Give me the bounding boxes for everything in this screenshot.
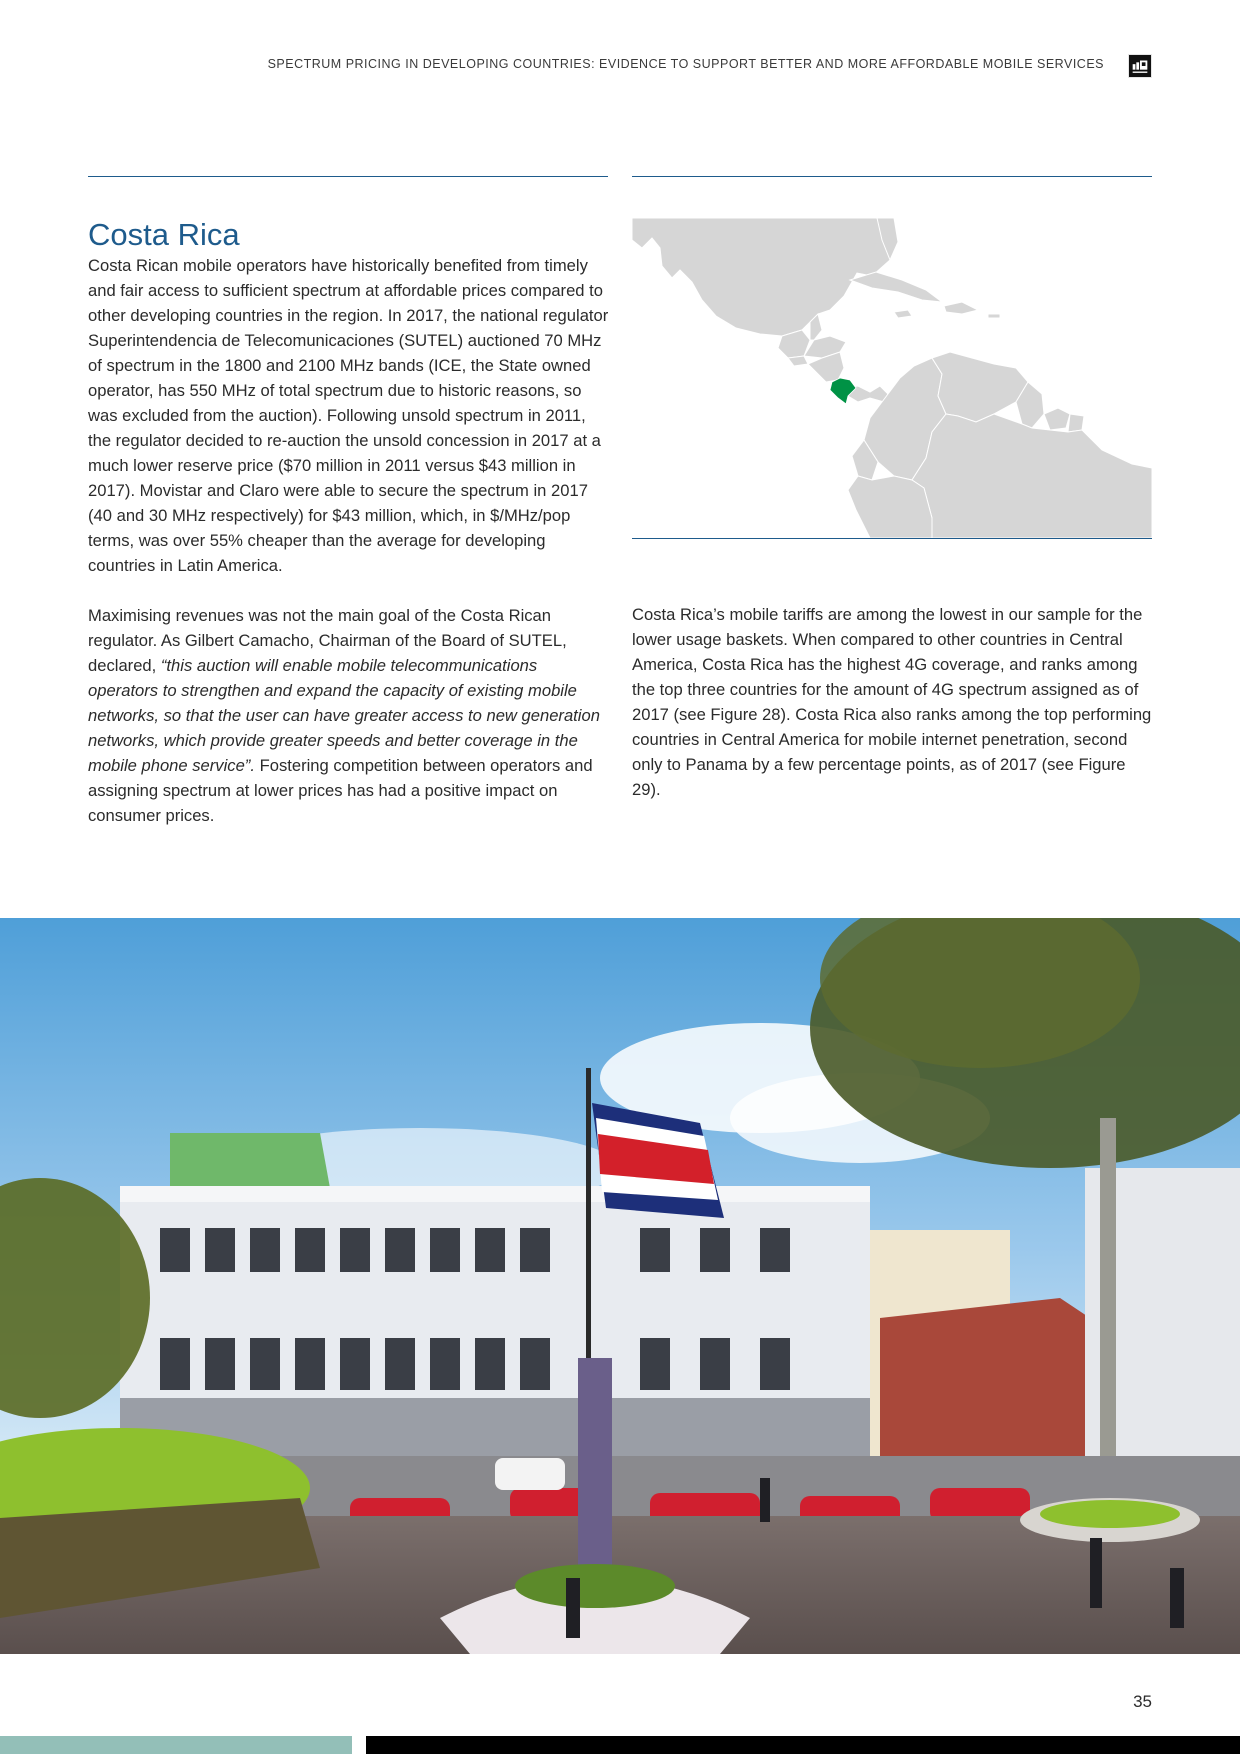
gsma-logo-icon (1128, 54, 1152, 78)
map-country-el-salvador (788, 356, 808, 366)
map-country-french-guiana (1068, 414, 1084, 432)
paragraph-intro: Maximising revenues was not the main goal of the Costa Rican regulator. As Gilbert Camacho, Chairman of the Board of SUTEL, declared, (88, 606, 567, 675)
page-number: 35 (1133, 1692, 1152, 1711)
map-bottom-rule (632, 538, 1152, 539)
map-country-mexico (632, 218, 894, 336)
map-country-venezuela (932, 352, 1028, 422)
map-island-jamaica (894, 310, 912, 318)
paragraph-regulator-goal (88, 603, 610, 828)
map-island-cuba (850, 272, 942, 302)
footer-bar-teal (0, 1736, 352, 1754)
footer-bar-black (366, 1736, 1240, 1754)
paragraph-tariffs: Costa Rica’s mobile tariffs are among the lowest in our sample for the lower usage baskets. When compared to other countries in Central America, Costa Rica has the highest 4G coverage, and ranks among the top three countries for the amount of 4G spectrum assigned as of 2017 (see Figure 28). Costa Rica also ranks among the top performing countries in Central America for mobile internet penetration, second only to Panama by a few percentage points, as of 2017 (see Figure 29). (632, 605, 1152, 799)
map-country-peru (848, 476, 932, 538)
left-column-rule (88, 176, 608, 177)
right-column-rule (632, 176, 1152, 177)
map-country-costa-rica (830, 378, 856, 404)
map-country-brazil (912, 414, 1152, 538)
regulator-quote: “this auction will enable mobile telecommunications operators to strengthen and expand the capacity of existing mobile networks, so that the user can have greater access to new generation networks, which provide greater speeds and better coverage in the mobile phone service”. (88, 656, 600, 775)
map-island-puerto-rico (988, 314, 1000, 318)
section-title: Costa Rica (88, 217, 240, 252)
paragraph-outro: Fostering competition between operators and assigning spectrum at lower prices has had a positive impact on consumer prices. (88, 756, 593, 825)
running-header: SPECTRUM PRICING IN DEVELOPING COUNTRIES: EVIDENCE TO SUPPORT BETTER AND MORE AFFORDABLE MOBILE SERVICES (267, 57, 1104, 71)
central-america-map (632, 218, 1152, 538)
paragraph-auction-history: Costa Rican mobile operators have historically benefited from timely and fair access to sufficient spectrum at affordable prices compared to other developing countries in the region. In 2017, the national regulator Superintendencia de Telecomunicaciones (SUTEL) auctioned 70 MHz of spectrum in the 1800 and 2100 MHz bands (ICE, the State owned operator, has 550 MHz of total spectrum due to historic reasons, so was excluded from the auction). Following unsold spectrum in 2011, the regulator decided to re-auction the unsold concession in 2017 at a much lower reserve price ($70 million in 2011 versus $43 million in 2017). Movistar and Claro were able to secure the spectrum in 2017 (40 and 30 MHz respectively) for $43 million, which, in $/MHz/pop terms, was over 55% cheaper than the average for developing countries in Latin America. (88, 256, 609, 575)
map-island-hispaniola (944, 302, 978, 314)
map-country-suriname (1044, 408, 1070, 430)
costa-rica-flag-plaza-photo (0, 918, 1240, 1654)
